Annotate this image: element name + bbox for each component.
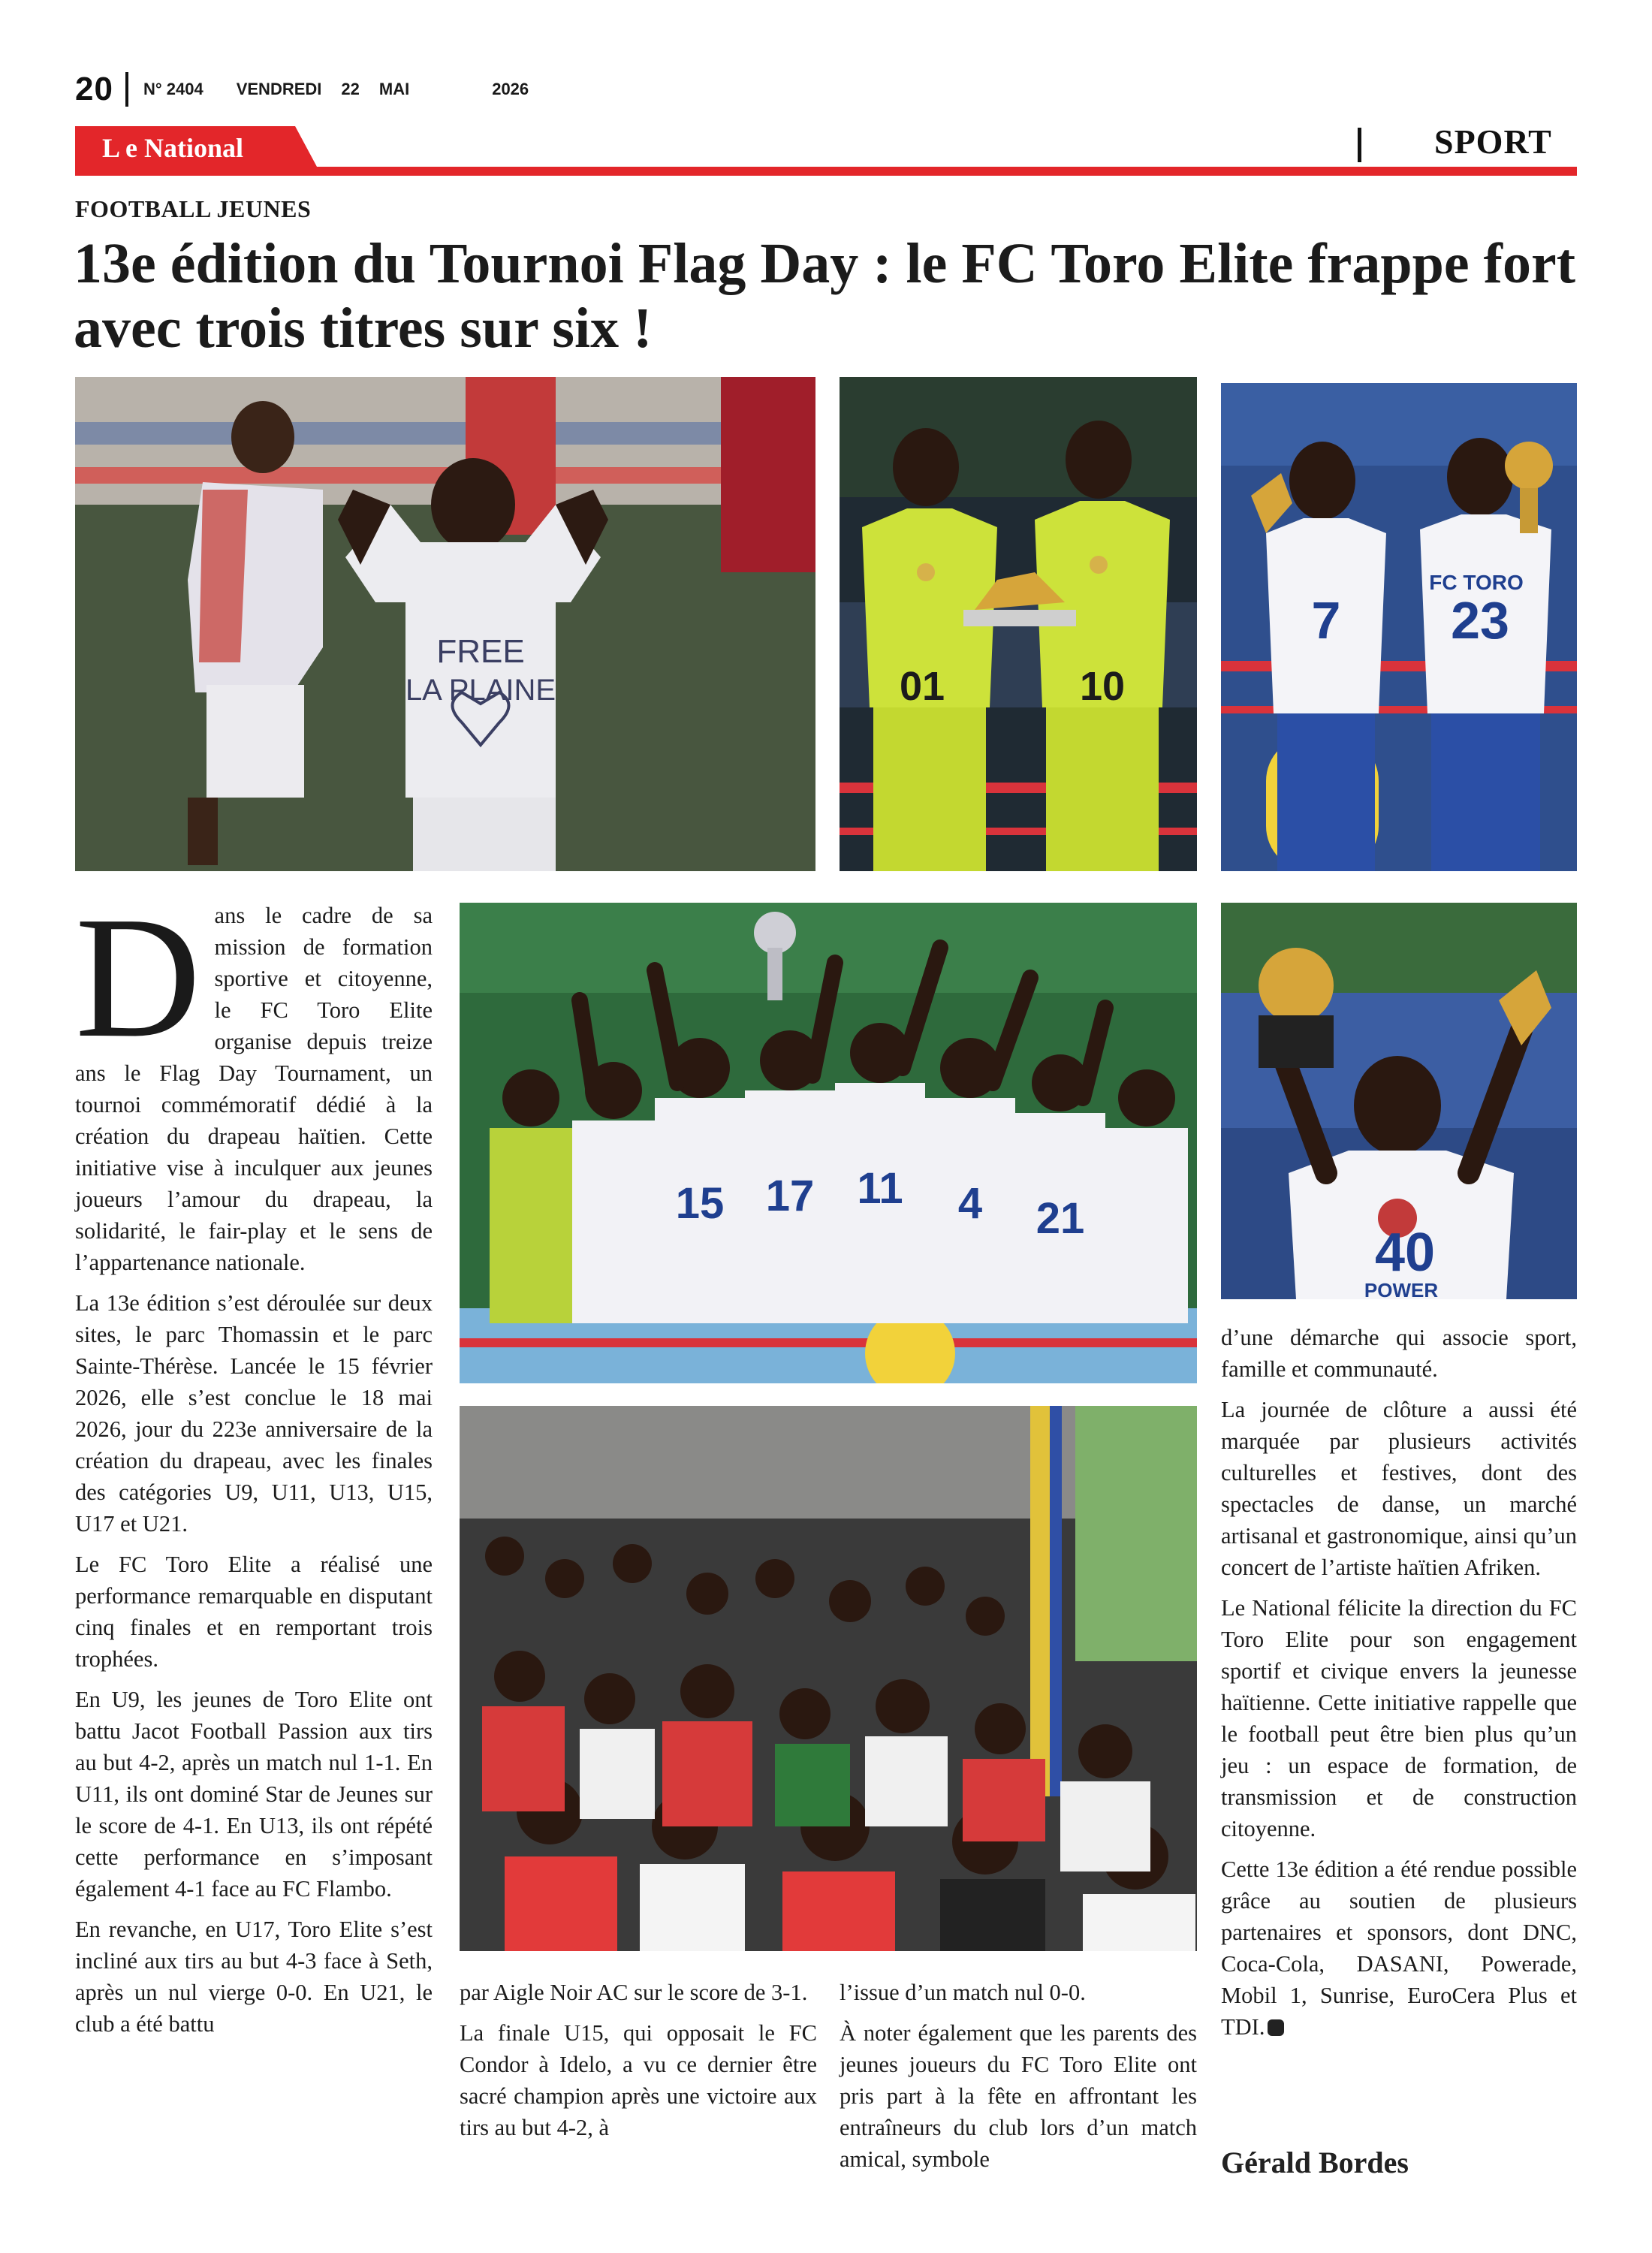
- article-kicker: FOOTBALL JEUNES: [75, 195, 312, 222]
- page-header: [75, 72, 548, 107]
- article-column-4: [1221, 1322, 1577, 2052]
- shirt-number-23: 23: [1451, 591, 1509, 650]
- photo-player-40-trophies: [1221, 903, 1577, 1299]
- header-rule: [75, 167, 1577, 176]
- paragraph: d’une démarche qui associe sport, famille et communauté.: [1221, 1325, 1577, 1382]
- paragraph: En revanche, en U17, Toro Elite s’est incliné aux tirs au but 4-3 face à Seth, après un nul vierge 0-0. En U21, le club a été battu: [75, 1917, 433, 2037]
- paragraph: Le FC Toro Elite a réalisé une performance remarquable en disputant cinq finales et en remportant trois trophées.: [75, 1552, 433, 1672]
- article-headline: 13e édition du Tournoi Flag Day : le FC Toro Elite frappe fort avec trois titres sur six !: [74, 232, 1576, 360]
- gk-shirt-number-right: 10: [1079, 664, 1126, 709]
- section-title: SPORT: [1434, 122, 1552, 161]
- paragraph: La journée de clôture a aussi été marquée par plusieurs activités culturelles et festives, dont des spectacles de danse, un marché artisanal et gastronomique, ainsi qu’un concert de l’artiste haïtien Afriken.: [1221, 1397, 1577, 1580]
- section-divider: [1358, 128, 1361, 162]
- shirt-number-40: 40: [1374, 1223, 1436, 1283]
- article-column-1: [75, 881, 433, 2049]
- paragraph: l’issue d’un match nul 0-0.: [840, 1980, 1086, 2005]
- paragraph: par Aigle Noir AC sur le score de 3-1.: [460, 1980, 808, 2005]
- paragraph: Le National félicite la direction du FC Toro Elite pour son engagement sportif et civique envers la jeunesse haïtienne. Cette initiative rappelle que le football peut être bien plus qu’un jeu : un espace de formation, de transmission et de construction citoyenne.: [1221, 1595, 1577, 1841]
- photo-players-7-and-23: [1221, 383, 1577, 871]
- date-weekday: VENDREDI: [236, 80, 322, 98]
- svg-text:4: 4: [957, 1179, 983, 1228]
- paragraph-text: Cette 13e édition a été rendue possible grâce au soutien de plusieurs partenaires et sponsors, dont DNC, Coca-Cola, DASANI, Powerade, Mobil 1, Sunrise, EuroCera Plus et TDI.: [1221, 1856, 1577, 2040]
- date-day: 22: [341, 80, 360, 98]
- svg-text:21: 21: [1036, 1194, 1085, 1243]
- article-column-3: [840, 1977, 1197, 2184]
- photo-team-celebration: [460, 903, 1197, 1383]
- paragraph: [1221, 1853, 1577, 2043]
- photo-player-free-la-plaine: [75, 377, 815, 871]
- svg-text:15: 15: [675, 1179, 725, 1228]
- header-divider: [125, 72, 128, 107]
- svg-text:17: 17: [765, 1172, 815, 1220]
- photo-goalkeepers-trophies: [840, 377, 1197, 871]
- issue-number: N° 2404: [143, 80, 203, 98]
- paragraph: À noter également que les parents des jeunes joueurs du FC Toro Elite ont pris part à la fête en affrontant les entraîneurs du club lors d’un match amical, symbole: [840, 2020, 1197, 2172]
- shirt-text-line1: FREE: [436, 633, 525, 670]
- shirt-brand: FC TORO: [1429, 571, 1524, 594]
- drop-cap: D: [75, 881, 201, 1074]
- paragraph: La 13e édition s’est déroulée sur deux sites, le parc Thomassin et le parc Sainte-Thérèse. Lancée le 15 février 2026, elle s’est conclue le 18 mai 2026, jour du 223e anniversaire de la création du drapeau, avec les finales des catégories U9, U11, U13, U15, U17 et U21.: [75, 1290, 433, 1537]
- shirt-text-line2: LA PLAINE: [405, 674, 556, 707]
- paragraph: ans le cadre de sa mission de formation sportive et citoyenne, le FC Toro Elite organise depuis treize ans le Flag Day Tournament, un tournoi commémoratif dédié à la création du drapeau haïtien. Cette initiative vise à inculquer aux jeunes joueurs l’amour du drapeau, la solidarité, le fair-play et le sens de l’appartenance nationale.: [75, 903, 433, 1275]
- date-year: 2026: [492, 80, 529, 98]
- brand-name: L e National: [102, 133, 244, 163]
- article-column-2: [460, 1977, 817, 2152]
- end-mark-icon: [1268, 2019, 1284, 2036]
- shirt-sponsor: POWER: [1364, 1279, 1439, 1299]
- date-month: MAI: [378, 80, 410, 98]
- svg-text:11: 11: [857, 1164, 903, 1213]
- article-byline: Gérald Bordes: [1221, 2146, 1409, 2179]
- paragraph: En U9, les jeunes de Toro Elite ont battu Jacot Football Passion aux tirs au but 4-2, après un match nul 1-1. En U11, ils ont dominé Star de Jeunes sur le score de 4-1. En U13, ils ont répété cette performance en s’imposant également 4-1 face au FC Flambo.: [75, 1687, 433, 1902]
- gk-shirt-number-left: 01: [899, 664, 945, 709]
- page-number: 20: [75, 71, 113, 107]
- paragraph: La finale U15, qui opposait le FC Condor à Idelo, a vu ce dernier être sacré champion après une victoire aux tirs au but 4-2, à: [460, 2020, 817, 2140]
- photo-crowd-stands: [460, 1406, 1197, 1951]
- shirt-number-7: 7: [1311, 591, 1341, 650]
